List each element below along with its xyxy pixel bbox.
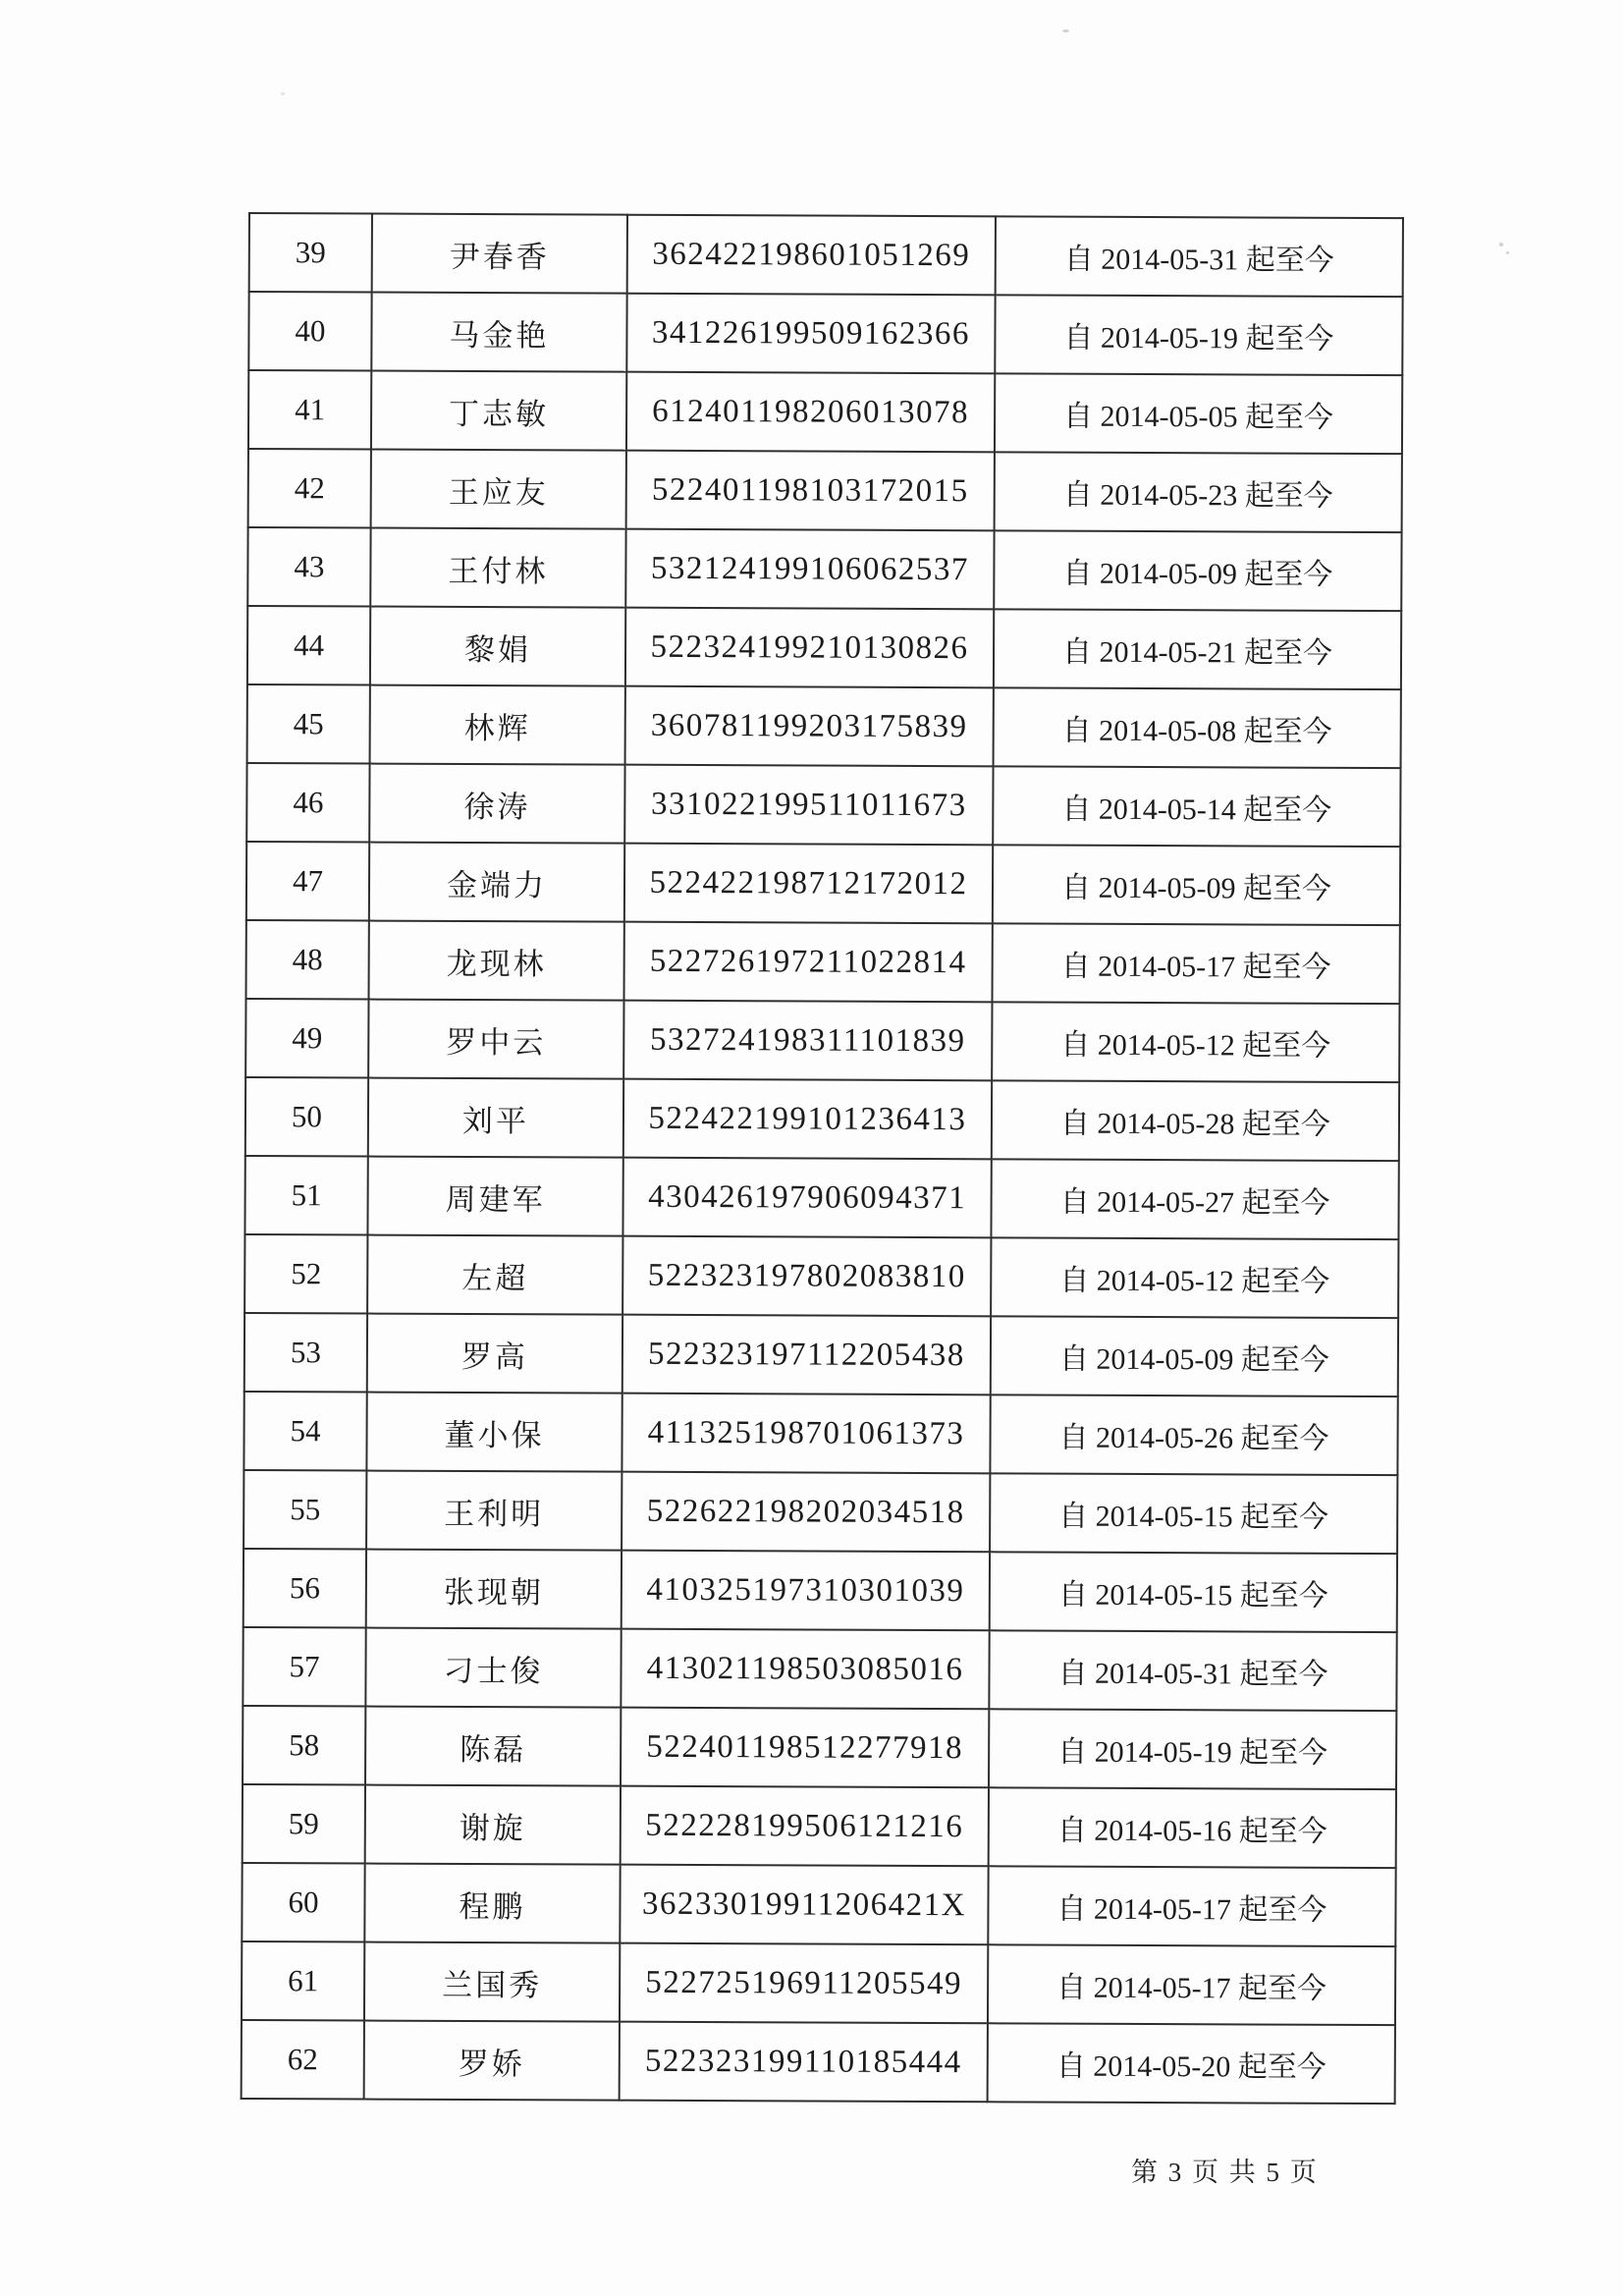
validity-period-cell: 自 2014-05-31 起至今 [996,216,1403,297]
person-name-cell: 谢旋 [365,1785,621,1865]
id-number-cell: 522726197211022814 [624,922,993,1003]
validity-period-cell: 自 2014-05-14 起至今 [993,766,1400,847]
person-name-cell: 马金艳 [371,293,626,372]
table-row [244,1313,1398,1396]
id-number-cell: 522323197112205438 [622,1315,991,1395]
id-number-cell: 331022199511011673 [624,765,993,846]
id-number-cell: 522323197802083810 [622,1236,991,1317]
scan-speck [1499,243,1503,246]
table-row [243,1627,1396,1711]
id-number-cell: 522422199101236413 [623,1079,992,1160]
person-name-cell: 刁士俊 [365,1628,621,1708]
row-number-cell: 55 [243,1470,366,1550]
id-number-cell: 410325197310301039 [622,1551,990,1631]
id-number-cell: 522401198103172015 [626,451,995,531]
page-number: 第 3 页 共 5 页 [1131,2158,1319,2187]
validity-period-cell: 自 2014-05-05 起至今 [995,373,1402,454]
person-name-cell: 程鹏 [364,1864,620,1943]
person-name-cell: 周建军 [367,1157,622,1236]
row-number-cell: 50 [245,1077,368,1157]
validity-period-cell: 自 2014-05-21 起至今 [994,609,1401,689]
row-number-cell: 44 [247,606,370,685]
id-number-cell: 522725196911205549 [620,1943,988,2024]
row-number-cell: 39 [249,213,372,293]
id-number-cell: 522324199210130826 [625,608,994,688]
roster-table-body [242,213,1403,2104]
id-number-cell: 341226199509162366 [626,294,995,374]
person-name-cell: 金端力 [369,843,624,922]
person-name-cell: 徐涛 [369,764,624,844]
id-number-cell: 522622198202034518 [622,1472,990,1553]
person-name-cell: 罗娇 [364,2021,620,2101]
validity-period-cell: 自 2014-05-19 起至今 [995,295,1402,375]
row-number-cell: 58 [243,1706,365,1785]
validity-period-cell: 自 2014-05-19 起至今 [989,1709,1396,1789]
validity-period-cell: 自 2014-05-12 起至今 [992,1002,1399,1082]
person-name-cell: 林辉 [370,685,625,765]
person-name-cell: 王付林 [370,528,625,608]
id-number-cell: 413021198503085016 [621,1629,989,1710]
validity-period-cell: 自 2014-05-23 起至今 [995,452,1402,532]
table-row [247,606,1401,689]
table-row [248,370,1402,454]
table-row [245,999,1399,1082]
person-name-cell: 王应友 [371,450,626,529]
id-number-cell: 522228199506121216 [621,1786,989,1867]
person-name-cell: 罗中云 [368,1000,623,1079]
table-row [246,763,1400,847]
table-row [243,1392,1397,1475]
row-number-cell: 53 [244,1313,367,1393]
id-number-cell: 522323199110185444 [620,2022,988,2103]
validity-period-cell: 自 2014-05-16 起至今 [989,1787,1396,1868]
scan-speck [281,92,285,95]
person-name-cell: 尹春香 [372,214,627,294]
row-number-cell: 56 [243,1549,366,1628]
id-number-cell: 532724198311101839 [623,1001,992,1081]
row-number-cell: 59 [243,1784,365,1864]
validity-period-cell: 自 2014-05-15 起至今 [990,1473,1397,1554]
row-number-cell: 60 [242,1863,364,1942]
table-row [248,449,1402,532]
validity-period-cell: 自 2014-05-17 起至今 [988,1866,1395,1946]
table-row [246,920,1400,1004]
table-row [242,1863,1395,1946]
validity-period-cell: 自 2014-05-26 起至今 [990,1394,1397,1475]
table-row [245,1077,1399,1161]
person-name-cell: 龙现林 [369,921,624,1001]
id-number-cell: 360781199203175839 [625,686,994,767]
row-number-cell: 49 [245,999,368,1078]
table-row [243,1549,1397,1632]
table-row [242,2020,1395,2104]
person-name-cell: 丁志敏 [371,371,626,451]
person-name-cell: 张现朝 [366,1550,622,1629]
id-number-cell: 430426197906094371 [622,1158,991,1238]
table-row [247,684,1401,768]
row-number-cell: 40 [248,292,371,371]
roster-table [241,212,1404,2105]
row-number-cell: 61 [242,1941,364,2021]
person-name-cell: 陈磊 [365,1707,621,1786]
validity-period-cell: 自 2014-05-09 起至今 [993,845,1400,925]
id-number-cell: 411325198701061373 [622,1394,990,1474]
validity-period-cell: 自 2014-05-20 起至今 [988,2023,1395,2104]
validity-period-cell: 自 2014-05-31 起至今 [989,1630,1396,1711]
table-row [247,527,1401,611]
scan-speck [1506,251,1509,254]
table-row [244,1156,1398,1239]
validity-period-cell: 自 2014-05-17 起至今 [992,923,1399,1004]
person-name-cell: 黎娟 [370,607,625,686]
table-row [246,842,1400,925]
validity-period-cell: 自 2014-05-12 起至今 [991,1237,1398,1318]
id-number-cell: 612401198206013078 [626,372,995,453]
validity-period-cell: 自 2014-05-09 起至今 [991,1316,1398,1396]
id-number-cell: 532124199106062537 [625,529,994,610]
row-number-cell: 46 [246,763,369,843]
row-number-cell: 62 [242,2020,364,2100]
table-row [244,1234,1398,1318]
validity-period-cell: 自 2014-05-28 起至今 [992,1080,1399,1161]
person-name-cell: 王利明 [366,1471,622,1551]
row-number-cell: 48 [246,920,369,1000]
validity-period-cell: 自 2014-05-27 起至今 [991,1159,1398,1239]
validity-period-cell: 自 2014-05-15 起至今 [990,1552,1397,1632]
validity-period-cell: 自 2014-05-17 起至今 [988,1944,1395,2025]
id-number-cell: 362422198601051269 [627,215,996,296]
person-name-cell: 罗高 [367,1314,622,1394]
row-number-cell: 52 [244,1234,367,1314]
person-name-cell: 刘平 [368,1078,623,1158]
scan-speck [1062,29,1069,32]
row-number-cell: 41 [248,370,371,450]
row-number-cell: 51 [244,1156,367,1235]
table-row [248,292,1402,375]
row-number-cell: 43 [247,527,370,607]
row-number-cell: 45 [247,684,370,764]
id-number-cell: 522422198712172012 [624,844,993,924]
person-name-cell: 董小保 [366,1393,622,1472]
table-row [243,1784,1396,1868]
table-row [242,1941,1395,2025]
row-number-cell: 42 [248,449,371,528]
id-number-cell: 522401198512277918 [621,1708,989,1788]
row-number-cell: 57 [243,1627,365,1707]
table-row [243,1470,1397,1554]
person-name-cell: 兰国秀 [364,1942,620,2022]
person-name-cell: 左超 [367,1235,622,1315]
table-row [249,213,1403,297]
validity-period-cell: 自 2014-05-08 起至今 [994,687,1401,768]
row-number-cell: 47 [246,842,369,921]
row-number-cell: 54 [243,1392,366,1471]
validity-period-cell: 自 2014-05-09 起至今 [994,530,1401,611]
table-row [243,1706,1396,1789]
id-number-cell: 36233019911206421X [620,1865,988,1945]
